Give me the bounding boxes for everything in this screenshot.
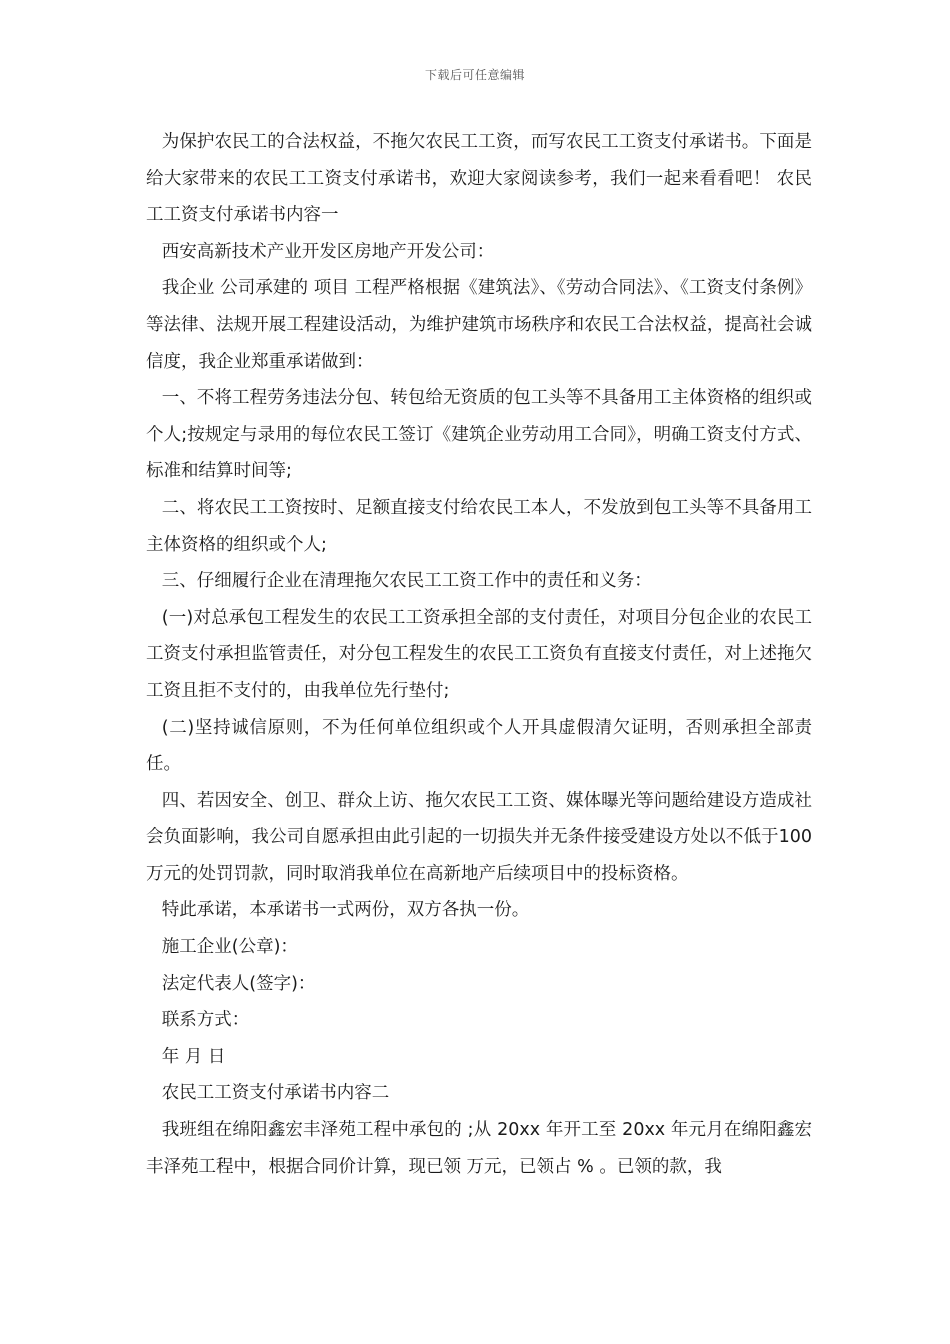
clause-one-paragraph: 一、不将工程劳务违法分包、转包给无资质的包工头等不具备用工主体资格的组织或个人;按规定与录用的每位农民工签订《建筑企业劳动用工合同》，明确工资支付方式、标准和结算时间等; xyxy=(146,388,812,482)
clause-two-paragraph: 二、将农民工工资按时、足额直接支付给农民工本人，不发放到包工头等不具备用工主体资格的组织或个人; xyxy=(146,497,812,555)
legal-rep-signature-line: 法定代表人(签字)： xyxy=(161,973,316,994)
clause-four-paragraph: 四、若因安全、创卫、群众上访、拖欠农民工工资、媒体曝光等问题给建设方造成社会负面影响，我公司自愿承担由此引起的一切损失并无条件接受建设方处以不低于100万元的处罚罚款，同时取消我单位在高新地产后续项目中的投标资格。 xyxy=(146,790,812,884)
contact-line: 联系方式： xyxy=(161,1010,250,1031)
document-body xyxy=(146,124,812,1185)
section-two-heading: 农民工工资支付承诺书内容二 xyxy=(161,1083,390,1104)
clause-three-paragraph: 三、仔细履行企业在清理拖欠农民工工资工作中的责任和义务： xyxy=(161,571,652,592)
commitment-intro-paragraph: 我企业 公司承建的 项目 工程严格根据《建筑法》、《劳动合同法》、《工资支付条例》等法律、法规开展工程建设活动，为维护建筑市场秩序和农民工合法权益，提高社会诚信度，我企业郑重承诺做到： xyxy=(146,278,812,372)
sub-clause-two-paragraph: (二)坚持诚信原则，不为任何单位组织或个人开具虚假清欠证明，否则承担全部责任。 xyxy=(146,717,812,775)
sub-clause-one-paragraph: (一)对总承包工程发生的农民工工资承担全部的支付责任，对项目分包企业的农民工工资支付承担监管责任，对分包工程发生的农民工工资负有直接支付责任，对上述拖欠工资且拒不支付的，由我单位先行垫付; xyxy=(146,607,812,701)
company-seal-line: 施工企业(公章)： xyxy=(161,937,298,958)
date-line: 年 月 日 xyxy=(161,1046,226,1067)
section-two-paragraph: 我班组在绵阳鑫宏丰泽苑工程中承包的 ;从 20xx 年开工至 20xx 年元月在绵阳鑫宏丰泽苑工程中，根据合同价计算，现已领 万元，已领占 % 。已领的款，我 xyxy=(146,1120,812,1177)
intro-paragraph: 为保护农民工的合法权益，不拖欠农民工工资，而写农民工工资支付承诺书。下面是给大家带来的农民工工资支付承诺书，欢迎大家阅读参考，我们一起来看看吧！ 农民工工资支付承诺书内容一 xyxy=(146,132,812,226)
page-header: 下载后可任意编辑 xyxy=(424,68,525,82)
closing-statement: 特此承诺，本承诺书一式两份，双方各执一份。 xyxy=(161,900,530,921)
addressee-line: 西安高新技术产业开发区房地产开发公司： xyxy=(161,241,495,262)
